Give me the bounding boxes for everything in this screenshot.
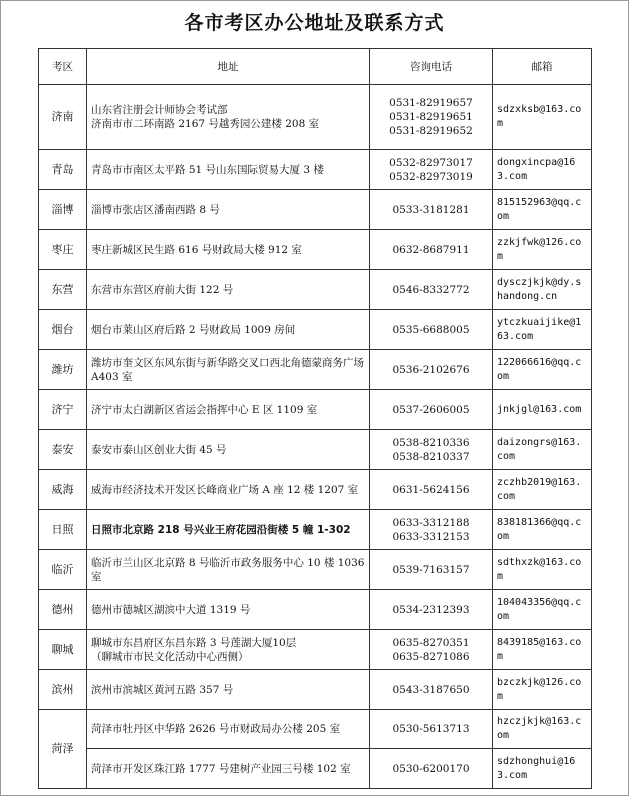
city-cell: 潍坊 [39, 350, 87, 390]
city-cell: 威海 [39, 470, 87, 510]
cell-line: 德州市德城区湖滨中大道 1319 号 [91, 603, 251, 616]
phone-cell [370, 590, 493, 630]
city-cell: 德州 [39, 590, 87, 630]
cell-line: 0537-2606005 [392, 403, 470, 416]
email-cell: dongxincpa@163.com [493, 150, 592, 190]
phone-cell [370, 230, 493, 270]
email-cell: hzczjkjk@163.com [493, 710, 592, 749]
address-cell [87, 510, 370, 550]
address-cell [87, 710, 370, 749]
cell-line: 0632-8687911 [392, 243, 470, 256]
email-cell: dysczjkjk@dy.shandong.cn [493, 270, 592, 310]
table-row [39, 390, 592, 430]
phone-cell [370, 310, 493, 350]
cell-line: 0534-2312393 [392, 603, 470, 616]
cell-line: 山东省注册会计师协会考试部 [91, 104, 228, 116]
table-row [39, 749, 592, 789]
email-cell: 815152963@qq.com [493, 190, 592, 230]
phone-cell [370, 190, 493, 230]
table-row [39, 270, 592, 310]
phone-cell [370, 150, 493, 190]
cell-line: 枣庄新城区民生路 616 号财政局大楼 912 室 [91, 243, 302, 256]
city-cell: 济南 [39, 85, 87, 150]
cell-line: 0533-3181281 [392, 203, 470, 216]
cell-line: 菏泽市开发区珠江路 1777 号建树产业园三号楼 102 室 [91, 762, 351, 775]
cell-line: 0631-5624156 [392, 483, 470, 496]
email-cell: 8439185@163.com [493, 630, 592, 670]
cell-line: 潍坊市奎文区东风东街与新华路交叉口西北角德蒙商务广场 A403 室 [91, 356, 364, 383]
phone-cell [370, 710, 493, 749]
city-cell: 枣庄 [39, 230, 87, 270]
email-cell: daizongrs@163.com [493, 430, 592, 470]
table-row [39, 430, 592, 470]
city-cell: 菏泽 [39, 710, 87, 789]
cell-line: 0530-6200170 [392, 762, 470, 775]
city-cell: 临沂 [39, 550, 87, 590]
address-cell [87, 470, 370, 510]
cell-line: 聊城市东昌府区东昌东路 3 号莲湖大厦10层 [91, 636, 297, 649]
table-row [39, 470, 592, 510]
cell-line: 0531-82919652 [389, 125, 473, 137]
cell-line: 淄博市张店区潘南西路 8 号 [91, 203, 220, 216]
header-row [39, 49, 592, 85]
city-cell: 滨州 [39, 670, 87, 710]
table-row [39, 710, 592, 749]
cell-line: 0538-8210336 [392, 436, 470, 449]
cell-line: 东营市东营区府前大街 122 号 [91, 283, 234, 296]
phone-cell [370, 85, 493, 150]
cell-line: 威海市经济技术开发区长峰商业广场 A 座 12 楼 1207 室 [91, 483, 359, 496]
city-cell: 泰安 [39, 430, 87, 470]
cell-line: 0531-82919657 [389, 97, 473, 109]
phone-cell [370, 270, 493, 310]
cell-line: 0530-5613713 [392, 723, 470, 735]
cell-line: 日照市北京路 218 号兴业王府花园沿街楼 5 幢 1-302 [91, 523, 351, 536]
email-cell: jnkjgl@163.com [493, 390, 592, 430]
email-cell: zczhb2019@163.com [493, 470, 592, 510]
city-cell: 青岛 [39, 150, 87, 190]
address-cell [87, 390, 370, 430]
cell-line: 0536-2102676 [392, 363, 470, 376]
email-cell: zzkjfwk@126.com [493, 230, 592, 270]
email-cell: sdzhonghui@163.com [493, 749, 592, 789]
cell-line: 0531-82919651 [389, 111, 473, 123]
address-cell [87, 310, 370, 350]
table-row [39, 190, 592, 230]
cell-line: 0532-82973019 [389, 170, 473, 183]
address-cell [87, 190, 370, 230]
phone-cell [370, 430, 493, 470]
cell-line: 济宁市太白湖新区省运会指挥中心 E 区 1109 室 [91, 403, 318, 416]
phone-cell [370, 550, 493, 590]
table-body [39, 85, 592, 789]
table-row [39, 310, 592, 350]
city-cell: 聊城 [39, 630, 87, 670]
cell-line: 0635-8271086 [392, 650, 470, 663]
table-row [39, 590, 592, 630]
cell-line: 0539-7163157 [392, 563, 470, 576]
cell-line: 0633-3312153 [392, 530, 470, 543]
table-row [39, 550, 592, 590]
cell-line: 0633-3312188 [392, 516, 470, 529]
phone-cell [370, 630, 493, 670]
cell-line: （聊城市市民文化活动中心西侧） [91, 650, 249, 663]
city-cell: 淄博 [39, 190, 87, 230]
phone-cell [370, 390, 493, 430]
email-cell: 104043356@qq.com [493, 590, 592, 630]
address-cell [87, 85, 370, 150]
table-row [39, 150, 592, 190]
table-row [39, 510, 592, 550]
phone-cell [370, 670, 493, 710]
phone-cell [370, 470, 493, 510]
email-cell: 122066616@qq.com [493, 350, 592, 390]
phone-cell [370, 350, 493, 390]
city-cell: 烟台 [39, 310, 87, 350]
page-title: 各市考区办公地址及联系方式 [184, 12, 445, 34]
cell-line: 泰安市泰山区创业大街 45 号 [91, 443, 227, 456]
cell-line: 菏泽市牡丹区中华路 2626 号市财政局办公楼 205 室 [91, 723, 341, 735]
cell-line: 济南市市二环南路 2167 号越秀园公建楼 208 室 [91, 118, 320, 130]
address-cell [87, 749, 370, 789]
address-cell [87, 230, 370, 270]
city-cell: 东营 [39, 270, 87, 310]
address-cell [87, 630, 370, 670]
email-cell: bzczkjk@126.com [493, 670, 592, 710]
cell-line: 青岛市市南区太平路 51 号山东国际贸易大厦 3 楼 [91, 163, 324, 176]
table-row [39, 630, 592, 670]
contact-table [38, 48, 592, 789]
cell-line: 滨州市滨城区黄河五路 357 号 [91, 683, 234, 696]
email-cell: sdzxksb@163.com [493, 85, 592, 150]
address-cell [87, 590, 370, 630]
table-row [39, 350, 592, 390]
email-cell: ytczkuaijike@163.com [493, 310, 592, 350]
header-email: 邮箱 [493, 49, 592, 85]
cell-line: 0535-6688005 [392, 323, 470, 336]
cell-line: 0538-8210337 [392, 450, 470, 463]
header-phone: 咨询电话 [370, 49, 493, 85]
address-cell [87, 150, 370, 190]
cell-line: 0543-3187650 [392, 683, 470, 696]
address-cell [87, 550, 370, 590]
city-cell: 济宁 [39, 390, 87, 430]
phone-cell [370, 749, 493, 789]
table-row [39, 670, 592, 710]
cell-line: 0532-82973017 [389, 156, 473, 169]
table-row [39, 85, 592, 150]
cell-line: 0546-8332772 [392, 283, 470, 296]
address-cell [87, 430, 370, 470]
city-cell: 日照 [39, 510, 87, 550]
email-cell: 838181366@qq.com [493, 510, 592, 550]
email-cell: sdthxzk@163.com [493, 550, 592, 590]
address-cell [87, 670, 370, 710]
table-row [39, 230, 592, 270]
address-cell [87, 350, 370, 390]
header-city: 考区 [39, 49, 87, 85]
phone-cell [370, 510, 493, 550]
cell-line: 0635-8270351 [392, 636, 470, 649]
address-cell [87, 270, 370, 310]
cell-line: 烟台市莱山区府后路 2 号财政局 1009 房间 [91, 323, 296, 336]
header-address: 地址 [87, 49, 370, 85]
cell-line: 临沂市兰山区北京路 8 号临沂市政务服务中心 10 楼 1036 室 [91, 556, 365, 583]
